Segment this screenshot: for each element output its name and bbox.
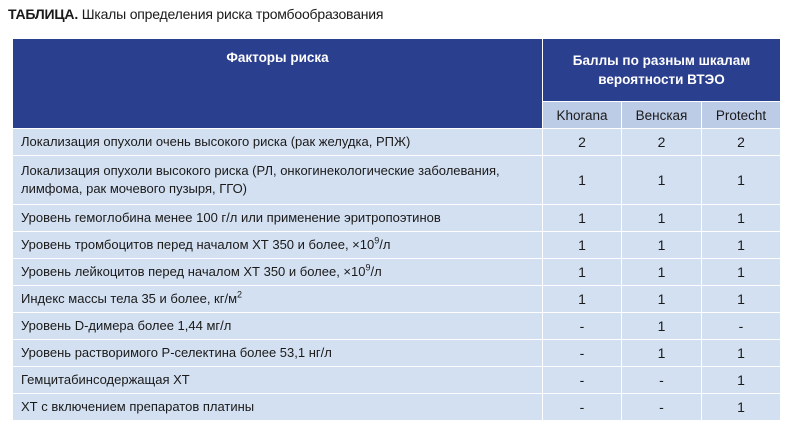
row-value-vienna: 1 [622, 313, 702, 340]
table-row [13, 367, 781, 394]
row-value-khorana: 1 [543, 205, 622, 232]
row-value-khorana: - [543, 340, 622, 367]
row-factor [13, 232, 543, 259]
row-factor: Локализация опухоли очень высокого риска (рак желудка, РПЖ) [13, 129, 543, 156]
row-value-protecht: 1 [702, 340, 781, 367]
row-value-protecht: 1 [702, 394, 781, 421]
table-row [13, 205, 781, 232]
row-factor-text: Индекс массы тела 35 и более, кг/м [21, 291, 238, 306]
row-value-khorana: 1 [543, 259, 622, 286]
row-value-protecht: 1 [702, 367, 781, 394]
superscript: 9 [365, 262, 371, 273]
row-value-khorana: - [543, 394, 622, 421]
header-scale-vienna: Венская [622, 102, 702, 129]
row-factor [13, 259, 543, 286]
row-value-vienna: - [622, 394, 702, 421]
table-row [13, 129, 781, 156]
table-row [13, 286, 781, 313]
caption-label: ТАБЛИЦА. [8, 6, 79, 22]
row-value-protecht: 1 [702, 156, 781, 205]
header-scores: Баллы по разным шкалам вероятности ВТЭО [543, 39, 781, 102]
table-row [13, 156, 781, 205]
header-factors: Факторы риска [13, 39, 543, 129]
row-value-protecht: 1 [702, 205, 781, 232]
row-value-khorana: - [543, 367, 622, 394]
row-value-khorana: 2 [543, 129, 622, 156]
row-value-vienna: 1 [622, 232, 702, 259]
row-value-vienna: - [622, 367, 702, 394]
table-row [13, 340, 781, 367]
row-value-vienna: 2 [622, 129, 702, 156]
row-value-khorana: 1 [543, 156, 622, 205]
row-value-protecht: 1 [702, 286, 781, 313]
row-value-protecht: - [702, 313, 781, 340]
row-value-vienna: 1 [622, 286, 702, 313]
table-row [13, 394, 781, 421]
row-value-vienna: 1 [622, 205, 702, 232]
header-scale-protecht: Protecht [702, 102, 781, 129]
row-value-khorana: - [543, 313, 622, 340]
row-factor-text: Уровень лейкоцитов перед началом ХТ 350 и более, ×10 [21, 264, 366, 279]
table-caption [8, 6, 383, 22]
row-value-protecht: 1 [702, 259, 781, 286]
row-factor-suffix: /л [370, 264, 382, 279]
row-factor-text: Уровень тромбоцитов перед началом ХТ 350 и более, ×10 [21, 237, 375, 252]
caption-text: Шкалы определения риска тромбообразования [81, 6, 384, 22]
superscript: 2 [237, 289, 243, 300]
row-factor: Уровень D-димера более 1,44 мг/л [13, 313, 543, 340]
superscript: 9 [374, 235, 380, 246]
row-value-vienna: 1 [622, 340, 702, 367]
row-value-protecht: 2 [702, 129, 781, 156]
row-factor [13, 286, 543, 313]
row-value-vienna: 1 [622, 259, 702, 286]
row-factor: Гемцитабинсодержащая ХТ [13, 367, 543, 394]
row-factor: Уровень растворимого Р-селектина более 53,1 нг/л [13, 340, 543, 367]
row-value-vienna: 1 [622, 156, 702, 205]
row-value-protecht: 1 [702, 232, 781, 259]
table-row [13, 259, 781, 286]
header-scale-khorana: Khorana [543, 102, 622, 129]
row-factor: ХТ с включением препаратов платины [13, 394, 543, 421]
row-factor: Локализация опухоли высокого риска (РЛ, онкогинекологические заболевания, лимфома, рак мочевого пузыря, ГГО) [13, 156, 543, 205]
row-factor-suffix: /л [379, 237, 391, 252]
row-factor: Уровень гемоглобина менее 100 г/л или применение эритропоэтинов [13, 205, 543, 232]
table-row [13, 232, 781, 259]
row-value-khorana: 1 [543, 232, 622, 259]
risk-scales-table [12, 38, 781, 421]
row-value-khorana: 1 [543, 286, 622, 313]
table-row [13, 313, 781, 340]
